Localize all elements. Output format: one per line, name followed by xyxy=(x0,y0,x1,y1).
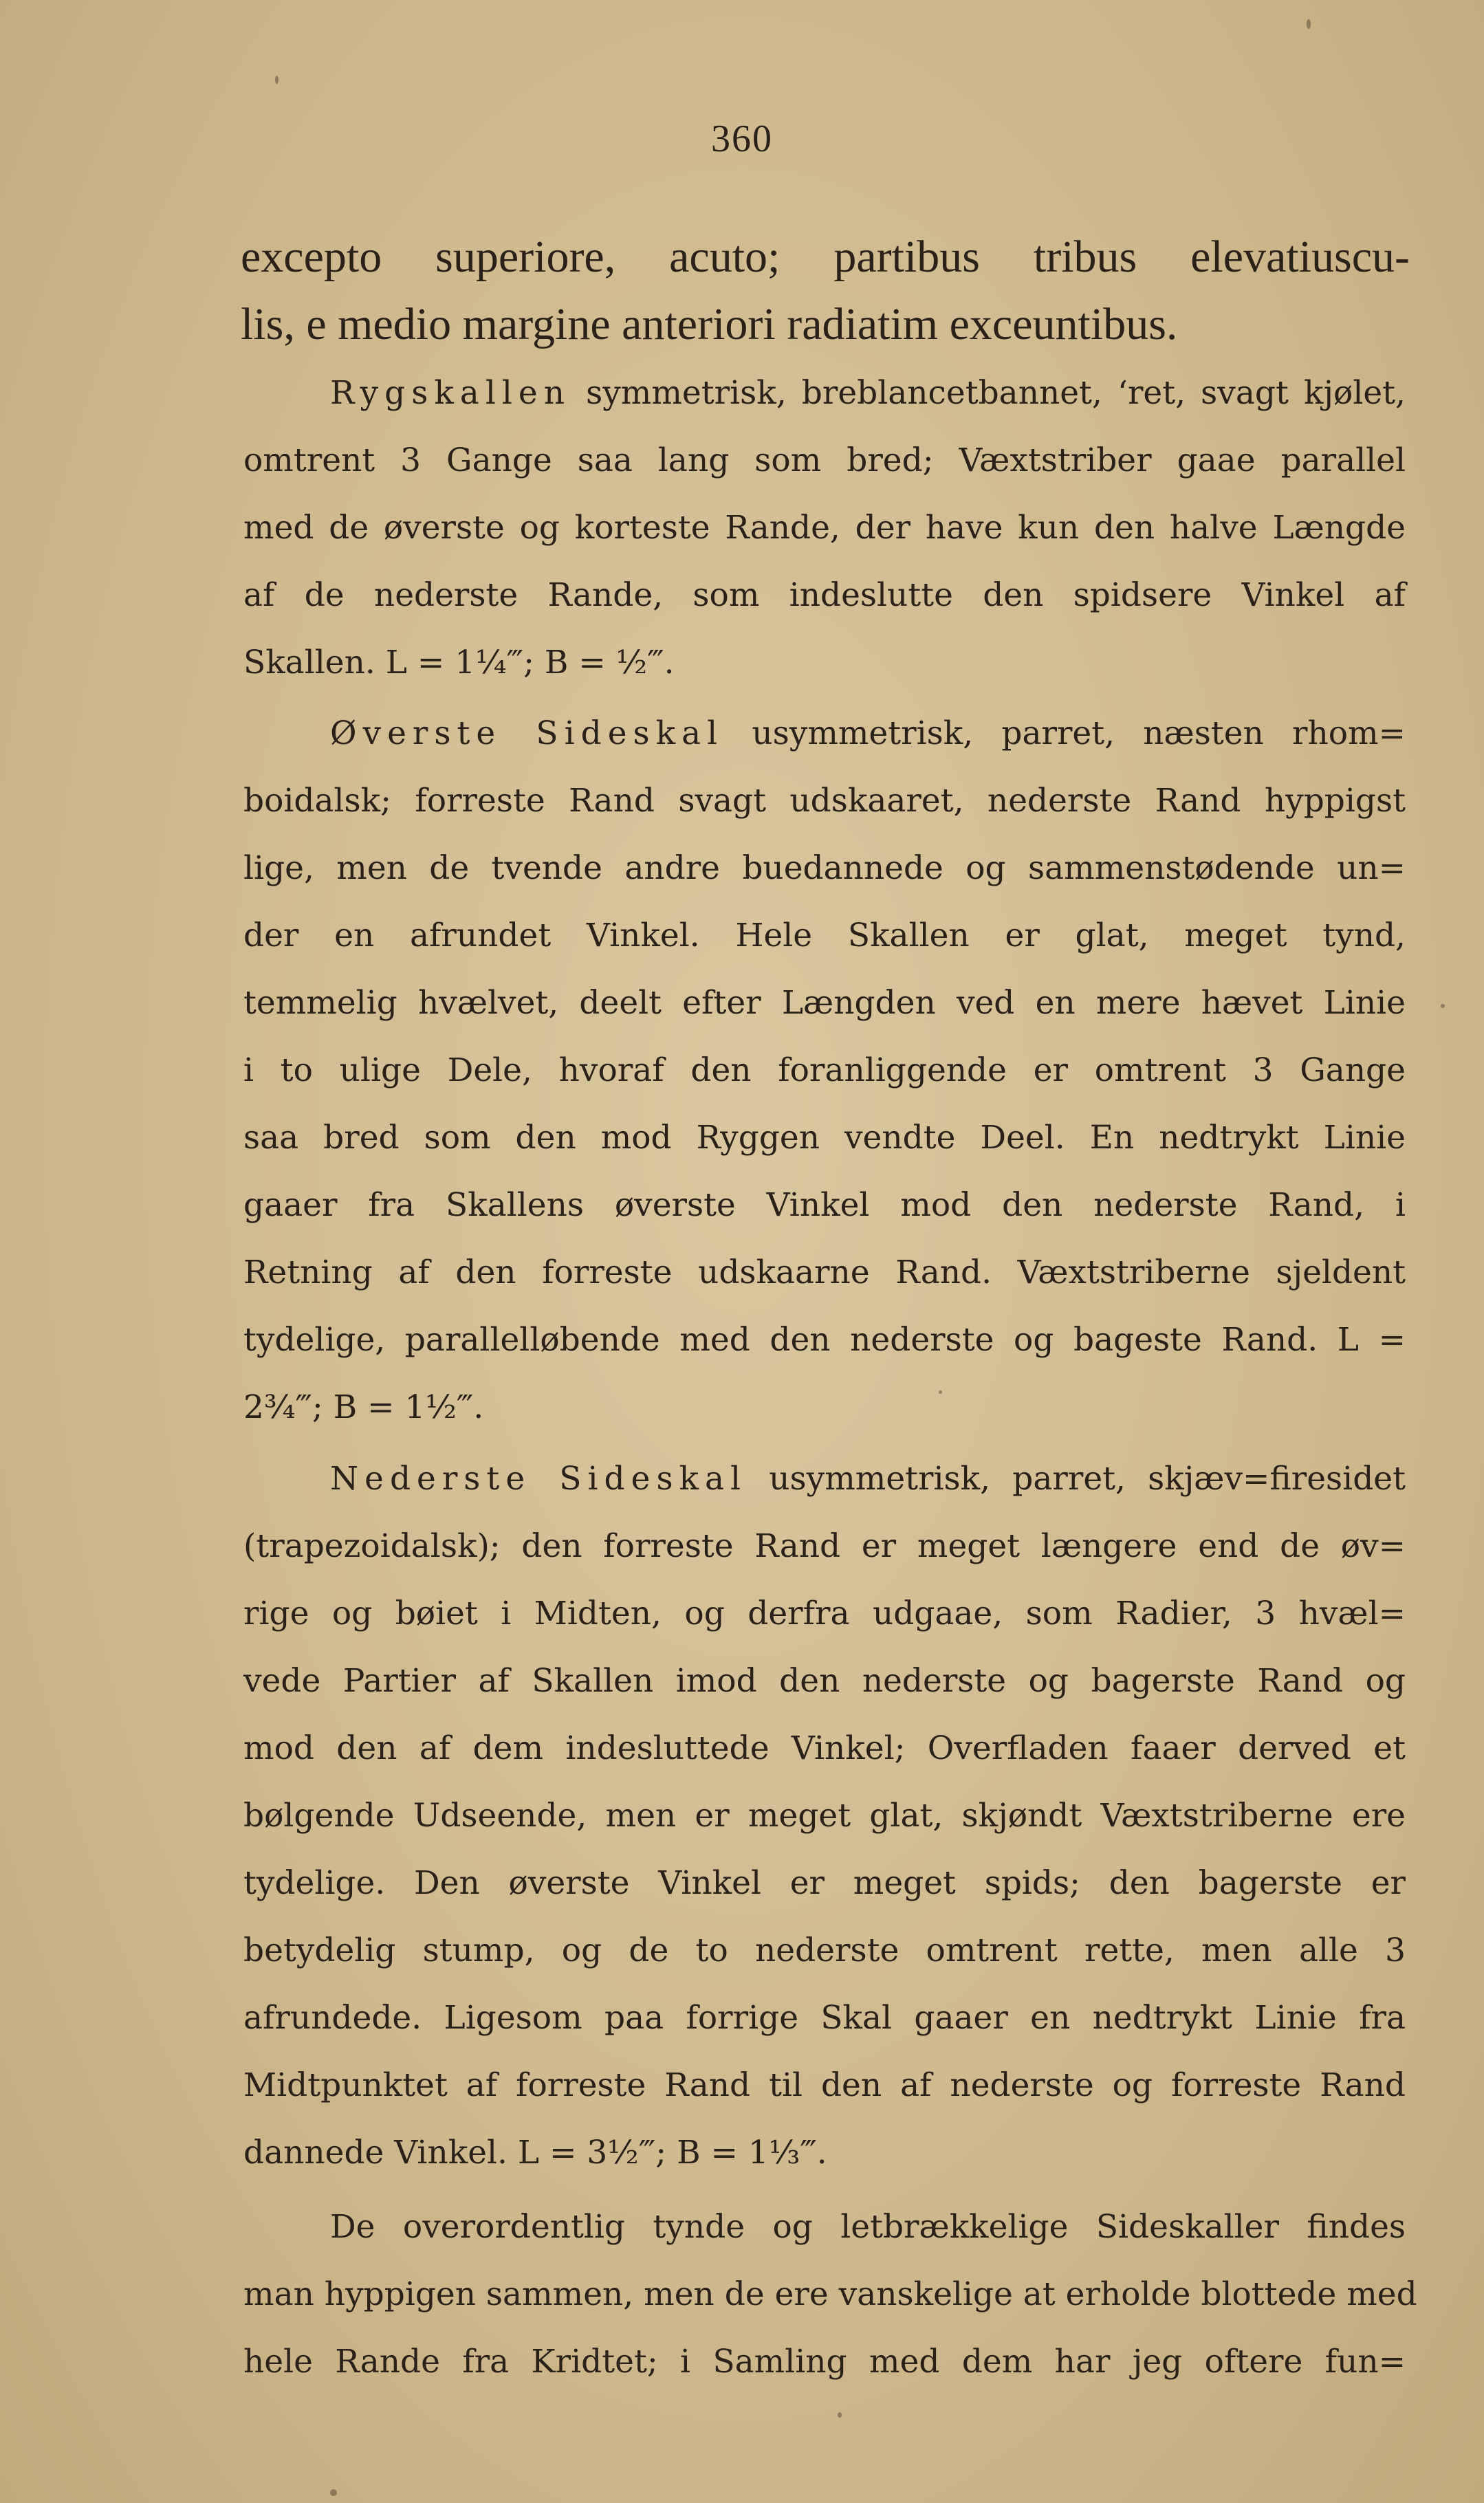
text-line: 2¾‴; B = 1½‴. xyxy=(243,1388,484,1426)
text-line: hele Rande fra Kridtet; i Samling med dem har jeg oftere fun= xyxy=(243,2343,1406,2381)
paragraph-nederste-line-1 xyxy=(330,1445,1406,1513)
paper-speck xyxy=(275,76,279,84)
text-line: (trapezoidalsk); den forreste Rand er meget længere end de øv= xyxy=(243,1527,1406,1565)
section-heading-overste-sideskal: Øverste Sideskal xyxy=(330,714,724,752)
latin-line-2: lis, e medio margine anteriori radiatim exceuntibus. xyxy=(241,299,1178,349)
text-line: vede Partier af Skallen imod den nederste og bagerste Rand og xyxy=(243,1662,1406,1700)
text-line: Midtpunktet af forreste Rand til den af nederste og forreste Rand xyxy=(243,2066,1406,2104)
text-line: lige, men de tvende andre buedannede og sammenstødende un= xyxy=(243,849,1406,887)
text-line: Retning af den forreste udskaarne Rand. Væxtstriberne sjeldent xyxy=(243,1254,1406,1291)
latin-line-1: excepto superiore, acuto; partibus tribus elevatiuscu- xyxy=(241,232,1410,282)
paper-speck xyxy=(1441,1004,1445,1008)
section-heading-rygskallen: Rygskallen xyxy=(330,374,571,412)
paper-speck xyxy=(939,1390,942,1394)
paper-speck xyxy=(838,2412,842,2418)
paper-speck xyxy=(1307,19,1311,29)
paragraph-overste-line-1 xyxy=(330,700,1406,767)
text-line: De overordentlig tynde og letbrækkelige Sideskaller findes xyxy=(330,2208,1406,2246)
text-line: afrundede. Ligesom paa forrige Skal gaaer en nedtrykt Linie fra xyxy=(243,1999,1406,2037)
text-line: med de øverste og korteste Rande, der have kun den halve Længde xyxy=(243,509,1406,547)
page-number: 360 xyxy=(711,118,773,160)
text-fragment: usymmetrisk, parret, næsten rhom= xyxy=(752,714,1406,752)
text-line: rige og bøiet i Midten, og derfra udgaae, som Radier, 3 hvæl= xyxy=(243,1595,1406,1632)
text-line: man hyppigen sammen, men de ere vanskelige at erholde blottede med xyxy=(243,2275,1417,2313)
text-line: saa bred som den mod Ryggen vendte Deel. En nedtrykt Linie xyxy=(243,1119,1406,1157)
text-fragment: usymmetrisk, parret, skjæv=firesidet xyxy=(769,1460,1406,1498)
paragraph-rygskallen-line-1 xyxy=(330,360,1406,427)
text-line: boidalsk; forreste Rand svagt udskaaret, nederste Rand hyppigst xyxy=(243,782,1406,820)
text-line: bølgende Udseende, men er meget glat, skjøndt Væxtstriberne ere xyxy=(243,1797,1406,1835)
text-line: af de nederste Rande, som indeslutte den spidsere Vinkel af xyxy=(243,576,1406,614)
text-line: betydelig stump, og de to nederste omtrent rette, men alle 3 xyxy=(243,1932,1406,1969)
text-fragment: symmetrisk, breblancetbannet, ‘ret, svagt kjølet, xyxy=(586,374,1406,412)
text-line: omtrent 3 Gange saa lang som bred; Væxtstriber gaae parallel xyxy=(243,441,1406,479)
text-line: temmelig hvælvet, deelt efter Længden ved en mere hævet Linie xyxy=(243,984,1406,1022)
paper-speck xyxy=(330,2489,337,2496)
text-line: der en afrundet Vinkel. Hele Skallen er glat, meget tynd, xyxy=(243,917,1406,954)
text-line: Skallen. L = 1¼‴; B = ½‴. xyxy=(243,644,675,681)
text-line: mod den af dem indesluttede Vinkel; Overfladen faaer derved et xyxy=(243,1729,1406,1767)
text-line: i to ulige Dele, hvoraf den foranliggende er omtrent 3 Gange xyxy=(243,1051,1406,1089)
text-line: tydelige, parallelløbende med den nederste og bageste Rand. L = xyxy=(243,1321,1406,1359)
text-line: gaaer fra Skallens øverste Vinkel mod den nederste Rand, i xyxy=(243,1186,1406,1224)
text-line: dannede Vinkel. L = 3½‴; B = 1⅓‴. xyxy=(243,2134,827,2172)
section-heading-nederste-sideskal: Nederste Sideskal xyxy=(330,1460,748,1498)
text-line: tydelige. Den øverste Vinkel er meget spids; den bagerste er xyxy=(243,1864,1406,1902)
